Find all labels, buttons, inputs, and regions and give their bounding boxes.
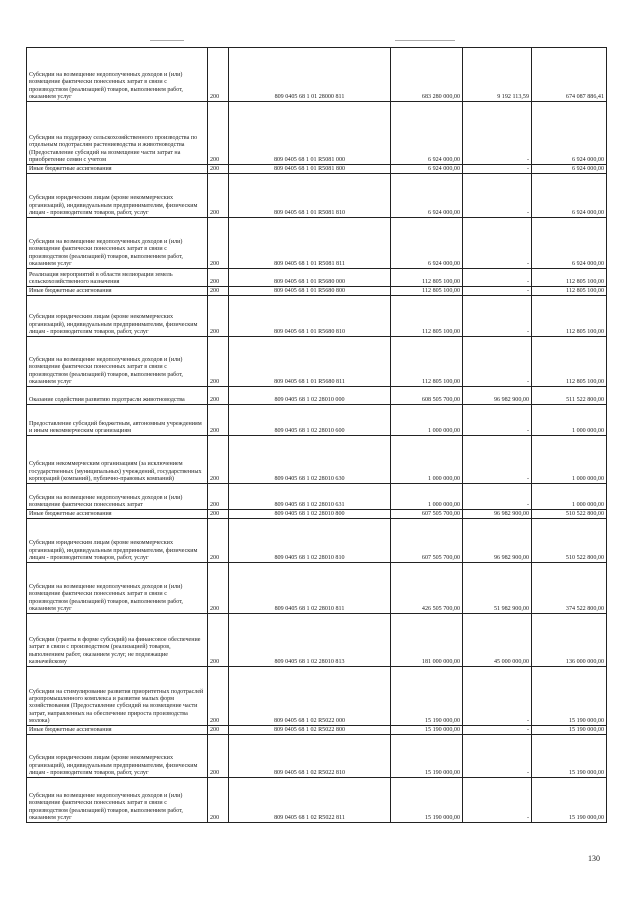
- row-vr: 200: [208, 287, 229, 296]
- row-v1: 608 505 700,00: [391, 387, 463, 405]
- row-name: Иные бюджетные ассигнования: [27, 726, 208, 735]
- row-v2: -: [463, 102, 532, 165]
- row-name: Субсидии юридическим лицам (кроме некоммерческих организаций), индивидуальным предпринимателям, физическим лицам - производителям товаров, работ, услуг: [27, 174, 208, 218]
- scan-artifact: [395, 40, 455, 41]
- row-vr: 200: [208, 510, 229, 519]
- page-number: 130: [588, 854, 600, 863]
- budget-table-body: [27, 48, 607, 823]
- row-name: Субсидии (гранты в форме субсидий) на финансовое обеспечение затрат в связи с производством (реализацией) товаров, выполнением работ, оказанием услуг, не подлежащие казначейскому: [27, 614, 208, 667]
- row-v1: 181 000 000,00: [391, 614, 463, 667]
- row-v1: 6 924 000,00: [391, 165, 463, 174]
- row-v1: 15 190 000,00: [391, 735, 463, 778]
- row-name: Реализация мероприятий в области мелиорации земель сельскохозяйственного назначения: [27, 269, 208, 287]
- row-v3: 1 000 000,00: [532, 436, 607, 484]
- row-vr: 200: [208, 735, 229, 778]
- row-name: Субсидии на возмещение недополученных доходов и (или) возмещение фактически понесенных затрат в связи с производством (реализацией) товаров, выполнением работ, оказанием услуг: [27, 563, 208, 614]
- row-v3: 112 805 100,00: [532, 296, 607, 337]
- row-v2: -: [463, 174, 532, 218]
- row-v3: 15 190 000,00: [532, 778, 607, 823]
- row-name: Оказание содействия развитию подотрасли животноводства: [27, 387, 208, 405]
- row-v1: 112 805 100,00: [391, 337, 463, 387]
- row-name: Предоставление субсидий бюджетным, автономным учреждениям и иным некоммерческим организациям: [27, 405, 208, 436]
- row-v3: 15 190 000,00: [532, 735, 607, 778]
- table-row: [27, 48, 607, 102]
- row-code: 809 0405 68 1 02 28010 811: [229, 563, 391, 614]
- row-code: 809 0405 68 1 01 R5081 811: [229, 218, 391, 269]
- table-row: [27, 387, 607, 405]
- row-name: Иные бюджетные ассигнования: [27, 510, 208, 519]
- row-vr: 200: [208, 405, 229, 436]
- row-v3: 6 924 000,00: [532, 218, 607, 269]
- row-name: Субсидии на возмещение недополученных доходов и (или) возмещение фактически понесенных затрат в связи с производством (реализацией) товаров, выполнением работ, оказанием услуг: [27, 218, 208, 269]
- row-v2: 51 982 900,00: [463, 563, 532, 614]
- row-vr: 200: [208, 726, 229, 735]
- row-name: Субсидии на возмещение недополученных доходов и (или) возмещение фактически понесенных затрат: [27, 484, 208, 510]
- row-code: 809 0405 68 1 02 R5022 811: [229, 778, 391, 823]
- budget-table: [26, 47, 607, 823]
- row-code: 809 0405 68 1 01 R5680 811: [229, 337, 391, 387]
- row-v1: 683 280 000,00: [391, 48, 463, 102]
- row-v2: 96 982 900,00: [463, 387, 532, 405]
- row-code: 809 0405 68 1 02 R5022 810: [229, 735, 391, 778]
- row-v3: 112 805 100,00: [532, 269, 607, 287]
- row-code: 809 0405 68 1 02 28010 000: [229, 387, 391, 405]
- table-row: [27, 296, 607, 337]
- table-row: [27, 484, 607, 510]
- row-code: 809 0405 68 1 01 R5680 800: [229, 287, 391, 296]
- table-row: [27, 436, 607, 484]
- table-row: [27, 726, 607, 735]
- row-v1: 607 505 700,00: [391, 519, 463, 563]
- row-v3: 510 522 800,00: [532, 510, 607, 519]
- row-vr: 200: [208, 269, 229, 287]
- table-row: [27, 102, 607, 165]
- row-code: 809 0405 68 1 02 28010 630: [229, 436, 391, 484]
- row-v2: 96 982 900,00: [463, 510, 532, 519]
- row-v2: -: [463, 667, 532, 726]
- table-row: [27, 519, 607, 563]
- table-row: [27, 614, 607, 667]
- row-v1: 15 190 000,00: [391, 778, 463, 823]
- row-v1: 112 805 100,00: [391, 269, 463, 287]
- row-vr: 200: [208, 102, 229, 165]
- row-vr: 200: [208, 519, 229, 563]
- row-v1: 6 924 000,00: [391, 218, 463, 269]
- row-vr: 200: [208, 778, 229, 823]
- row-code: 809 0405 68 1 01 R5680 810: [229, 296, 391, 337]
- table-row: [27, 563, 607, 614]
- table-row: [27, 218, 607, 269]
- row-name: Субсидии на поддержку сельскохозяйственного производства по отдельным подотраслям растениеводства и животноводства (Предоставление субсидий на возмещение части затрат на приобретение семян с учетом: [27, 102, 208, 165]
- row-code: 809 0405 68 1 01 R5081 800: [229, 165, 391, 174]
- row-vr: 200: [208, 174, 229, 218]
- row-vr: 200: [208, 296, 229, 337]
- row-v2: -: [463, 337, 532, 387]
- row-v3: 6 924 000,00: [532, 174, 607, 218]
- row-v3: 1 000 000,00: [532, 405, 607, 436]
- row-v2: -: [463, 484, 532, 510]
- table-row: [27, 337, 607, 387]
- row-v1: 1 000 000,00: [391, 484, 463, 510]
- row-vr: 200: [208, 387, 229, 405]
- row-vr: 200: [208, 218, 229, 269]
- row-v3: 15 190 000,00: [532, 667, 607, 726]
- table-row: [27, 735, 607, 778]
- row-v2: -: [463, 287, 532, 296]
- table-row: [27, 405, 607, 436]
- row-v3: 1 000 000,00: [532, 484, 607, 510]
- row-v3: 136 000 000,00: [532, 614, 607, 667]
- row-v2: -: [463, 218, 532, 269]
- row-v1: 426 505 700,00: [391, 563, 463, 614]
- row-code: 809 0405 68 1 02 28010 810: [229, 519, 391, 563]
- row-vr: 200: [208, 484, 229, 510]
- row-v2: -: [463, 778, 532, 823]
- row-v3: 511 522 800,00: [532, 387, 607, 405]
- row-vr: 200: [208, 165, 229, 174]
- row-name: Субсидии юридическим лицам (кроме некоммерческих организаций), индивидуальным предпринимателям, физическим лицам - производителям товаров, работ, услуг: [27, 735, 208, 778]
- row-v2: -: [463, 269, 532, 287]
- row-v2: -: [463, 735, 532, 778]
- row-code: 809 0405 68 1 02 28010 600: [229, 405, 391, 436]
- row-name: Субсидии на возмещение недополученных доходов и (или) возмещение фактически понесенных затрат в связи с производством (реализацией) товаров, выполнением работ, оказанием услуг: [27, 48, 208, 102]
- row-v2: -: [463, 436, 532, 484]
- row-v2: -: [463, 405, 532, 436]
- row-name: Субсидии некоммерческим организациям (за исключением государственных (муниципальных) учреждений, государственных корпораций (компаний), публично-правовых компаний): [27, 436, 208, 484]
- row-v3: 15 190 000,00: [532, 726, 607, 735]
- row-v1: 1 000 000,00: [391, 405, 463, 436]
- table-row: [27, 510, 607, 519]
- row-v2: 96 982 900,00: [463, 519, 532, 563]
- row-name: Субсидии на возмещение недополученных доходов и (или) возмещение фактически понесенных затрат в связи с производством (реализацией) товаров, выполнением работ, оказанием услуг: [27, 337, 208, 387]
- row-v2: 45 000 000,00: [463, 614, 532, 667]
- row-vr: 200: [208, 436, 229, 484]
- row-name: Субсидии на возмещение недополученных доходов и (или) возмещение фактически понесенных затрат в связи с производством (реализацией) товаров, выполнением работ, оказанием услуг: [27, 778, 208, 823]
- table-row: [27, 174, 607, 218]
- budget-table-container: [26, 47, 606, 823]
- row-vr: 200: [208, 614, 229, 667]
- table-row: [27, 667, 607, 726]
- row-v3: 374 522 800,00: [532, 563, 607, 614]
- row-name: Субсидии на стимулирование развития приоритетных подотраслей агропромышленного комплекса и развитие малых форм хозяйствования (Предоставление субсидий на возмещение части затрат, направленных на обеспечение прироста производства молока): [27, 667, 208, 726]
- row-name: Иные бюджетные ассигнования: [27, 165, 208, 174]
- row-code: 809 0405 68 1 01 28000 811: [229, 48, 391, 102]
- row-code: 809 0405 68 1 02 28010 631: [229, 484, 391, 510]
- row-v3: 112 805 100,00: [532, 337, 607, 387]
- row-v3: 510 522 800,00: [532, 519, 607, 563]
- row-v1: 15 190 000,00: [391, 726, 463, 735]
- scan-artifact: [150, 40, 184, 41]
- row-v1: 6 924 000,00: [391, 102, 463, 165]
- row-v1: 112 805 100,00: [391, 287, 463, 296]
- row-code: 809 0405 68 1 01 R5680 000: [229, 269, 391, 287]
- row-v2: -: [463, 726, 532, 735]
- row-v1: 15 190 000,00: [391, 667, 463, 726]
- row-name: Субсидии юридическим лицам (кроме некоммерческих организаций), индивидуальным предпринимателям, физическим лицам - производителям товаров, работ, услуг: [27, 519, 208, 563]
- row-name: Иные бюджетные ассигнования: [27, 287, 208, 296]
- row-code: 809 0405 68 1 02 R5022 000: [229, 667, 391, 726]
- row-code: 809 0405 68 1 01 R5081 000: [229, 102, 391, 165]
- row-v2: -: [463, 296, 532, 337]
- row-name: Субсидии юридическим лицам (кроме некоммерческих организаций), индивидуальным предпринимателям, физическим лицам - производителям товаров, работ, услуг: [27, 296, 208, 337]
- row-vr: 200: [208, 48, 229, 102]
- row-v2: -: [463, 165, 532, 174]
- row-v3: 674 087 886,41: [532, 48, 607, 102]
- row-code: 809 0405 68 1 01 R5081 810: [229, 174, 391, 218]
- row-v1: 1 000 000,00: [391, 436, 463, 484]
- row-vr: 200: [208, 337, 229, 387]
- table-row: [27, 287, 607, 296]
- row-code: 809 0405 68 1 02 R5022 800: [229, 726, 391, 735]
- row-code: 809 0405 68 1 02 28010 813: [229, 614, 391, 667]
- row-vr: 200: [208, 563, 229, 614]
- row-v2: 9 192 113,59: [463, 48, 532, 102]
- row-v1: 112 805 100,00: [391, 296, 463, 337]
- row-code: 809 0405 68 1 02 28010 800: [229, 510, 391, 519]
- row-v1: 6 924 000,00: [391, 174, 463, 218]
- table-row: [27, 269, 607, 287]
- row-v1: 607 505 700,00: [391, 510, 463, 519]
- table-row: [27, 778, 607, 823]
- row-v3: 6 924 000,00: [532, 165, 607, 174]
- row-v3: 6 924 000,00: [532, 102, 607, 165]
- row-vr: 200: [208, 667, 229, 726]
- table-row: [27, 165, 607, 174]
- row-v3: 112 805 100,00: [532, 287, 607, 296]
